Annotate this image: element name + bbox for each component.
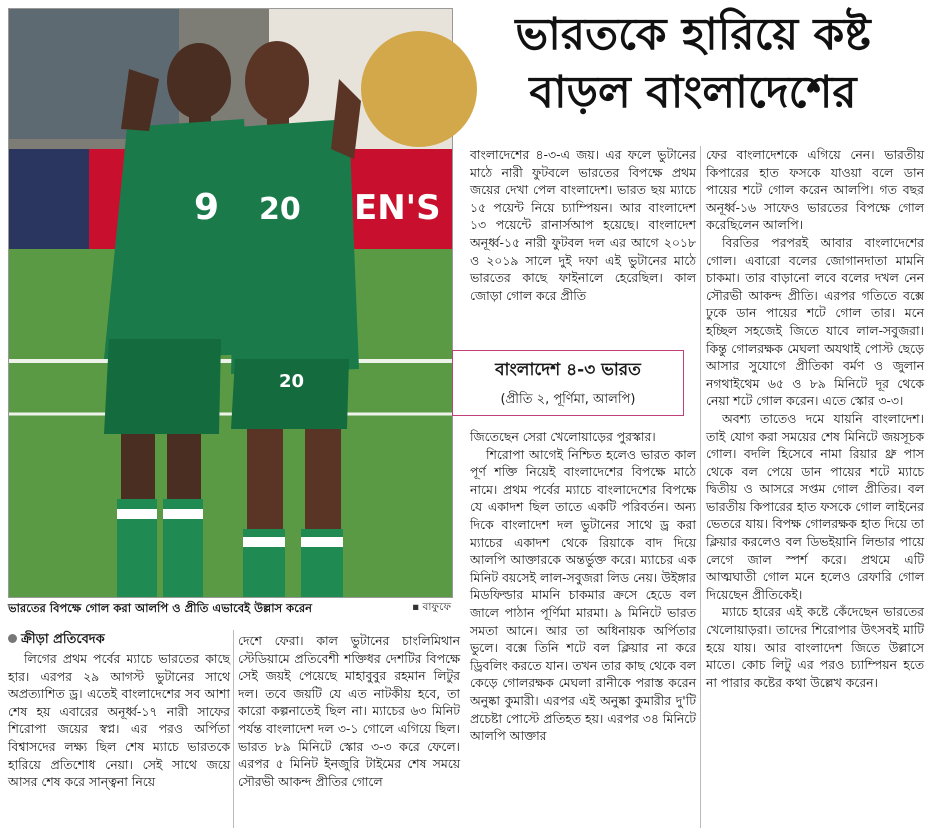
article-column-3-bottom [470, 428, 696, 828]
paragraph: বাংলাদেশের ৪-৩-এ জয়। এর ফলে ভুটানের মাঠে নারী ফুটবলে ভারতের বিপক্ষে প্রথম জয়ের দেখা পেল বাংলাদেশ। ভারত ছয় ম্যাচে ১৫ পয়েন্ট নিয়ে চ্যাম্পিয়ন। আর বাংলাদেশ ১৩ পয়েন্টে রানার্সআপ হয়েছে। বাংলাদেশ অনূর্ধ্ব-১৫ নারী ফুটবল দল এর আগে ২০১৮ ও ২০১৯ সালে দুই দফা এই ভুটানের মাঠে ভারতের কাছে ফাইনালে হেরেছিল। কাল জোড়া গোল করে প্রীতি [470, 147, 696, 303]
article-column-4 [706, 146, 924, 828]
bullet-icon [8, 634, 17, 643]
article-column-2 [238, 632, 460, 828]
headline [462, 6, 924, 122]
celebration-illustration [9, 9, 478, 597]
paragraph: শিরোপা আগেই নিশ্চিত হলেও ভারত কাল পূর্ণ শক্তি নিয়েই বাংলাদেশের বিপক্ষে মাঠে নামে। প্রথম পর্বের ম্যাচে বাংলাদেশের বিপক্ষে যে একাদশ ছিল তাতে একটি পরিবর্তন। অন্য দিকে বাংলাদেশ দল ভুটানের সাথে ড্র করা ম্যাচের একাদশ থেকে রিয়াকে বাদ দিয়ে আলপি আক্তারকে অন্তর্ভুক্ত করে। ম্যাচের এক মিনিট বয়সেই লাল-সবুজরা লিড নেয়। উইঙ্গার মিডফিল্ডার মামনি চাকমার ক্রসে হেডে বল জালে পাঠান পূর্ণিমা মারমা। ৯ মিনিটে ভারত সমতা আনে। আর তা অধিনায়ক অর্পিতার ভুলে। বক্সে তিনি শটে বল ক্লিয়ার না করে ড্রিবলিং করতে যান। তখন তার কাছ থেকে বল কেড়ে গোলরক্ষক মেঘলা রানীকে পরাস্ত করেন অনুষ্কা কুমারী। এরপর এই অনুষ্কা কুমারীর দু'টি প্রচেষ্টা পোস্টে প্রতিহত হয়। এরপর ৩৪ মিনিটে আলপি আক্তার [470, 446, 696, 744]
headline-line-2: বাড়ল বাংলাদেশের [529, 67, 857, 118]
jersey-number-right-shorts: 20 [279, 371, 305, 392]
banner-text: EN'S C [354, 188, 478, 228]
final-score: বাংলাদেশ ৪-৩ ভারত [495, 360, 641, 380]
byline-text: ক্রীড়া প্রতিবেদক [21, 632, 105, 647]
goal-scorers: (প্রীতি ২, পূর্ণিমা, আলপি) [500, 392, 636, 407]
paragraph: ম্যাচে হারের এই কষ্টে কেঁদেছেন ভারতের খেলোয়াড়রা। তাদের শিরোপার উৎসবই মাটি হয়ে যায়। আর বাংলাদেশ জিতে উল্লাসে মাতে। কোচ লিটু এর পরও চ্যাম্পিয়ন হতে না পারার কষ্টের কথা উল্লেখ করেন। [706, 604, 924, 690]
paragraph: লিগের প্রথম পর্বের ম্যাচে ভারতের কাছে হার। এরপর ২৯ আগস্ট ভুটানের সাথে অপ্রত্যাশিত ড্র। এতেই বাংলাদেশের সব আশা শেষ হয় এবারের অনূর্ধ্ব-১৭ নারী সাফের শিরোপা জয়ের স্বপ্ন। এর পরও অর্পিতা বিশ্বাসদের লক্ষ্য ছিল শেষ ম্যাচে ভারতকে হারিয়ে প্রতিশোধ নেয়া। সেই সাথে জয়ে আসর শেষ করে সান্ত্বনা নিয়ে [8, 651, 230, 790]
article-column-3-top [470, 146, 696, 346]
headline-line-1: ভারতকে হারিয়ে কষ্ট [515, 9, 871, 60]
paragraph: বিরতির পরপরই আবার বাংলাদেশের গোল। এবারো বলের জোগানদাতা মামনি চাকমা। তার বাড়ানো লবে বলের দখল নেন সৌরভী আকন্দ প্রীতি। এরপর গতিতে বক্সে ঢুকে ডান পায়ের শটে গোল তার। মনে হচ্ছিল সহজেই জিতে যাবে লাল-সবুজরা। কিন্তু গোলরক্ষক মেঘলা অযথাই পোস্ট ছেড়ে আসার সুযোগে প্রীতিকা বর্মণ ও জুলান নগথাইথেম ৬৫ ও ৮৯ মিনিটে দূর থেকে নেয়া শটে গোল করেন। এতে স্কোর ৩-৩। [706, 234, 924, 409]
jersey-number-right-top: 20 [259, 192, 301, 227]
byline [8, 630, 105, 651]
column-divider [233, 630, 234, 828]
score-box [452, 350, 684, 416]
caption-text: ভারতের বিপক্ষে গোল করা আলপি ও প্রীতি এভাবেই উল্লাস করেন [8, 601, 313, 615]
photo-credit: ▪ বাফুফে [412, 601, 451, 613]
paragraph: জিতেছেন সেরা খেলোয়াড়ের পুরস্কার। [470, 429, 656, 444]
photo-caption [8, 600, 451, 619]
column-divider [700, 146, 701, 828]
article-column-1 [8, 650, 230, 828]
paragraph: অবশ্য তাতেও দমে যায়নি বাংলাদেশ। তাই যোগ করা সময়ের শেষ মিনিটে জয়সূচক গোল। বদলি হিসেবে নামা রিয়ার থ্রু পাস থেকে বল পেয়ে ডান পায়ের শটে ম্যাচে দ্বিতীয় ও আসরে সপ্তম গোল প্রীতির। বল ভারতীয় কিপারের হাত ফসকে গোল লাইনের ভেতরে যায়। বিপক্ষ গোলরক্ষক হাত দিয়ে তা ক্লিয়ার করলেও বল ডিভইয়ানি লিন্ডার পায়ে লেগে জাল স্পর্শ করে। প্রথমে এটি আত্মঘাতী গোল মনে হলেও রেফারি গোল দিয়েছেন প্রীতিকেই। [706, 410, 924, 602]
credit-text: বাফুফে [422, 601, 451, 613]
paragraph: ফের বাংলাদেশকে এগিয়ে নেন। ভারতীয় কিপারের হাত ফসকে যাওয়া বলে ডান পায়ের শটে গোল করেন আলপি। গত বছর অনূর্ধ্ব-১৬ সাফেও ভারতের বিপক্ষে গোল করেছিলেন আলপি। [706, 147, 924, 233]
paragraph: দেশে ফেরা। কাল ভুটানের চাংলিমিথান স্টেডিয়ামে প্রতিবেশী শক্তিধর দেশটির বিপক্ষে সেই জয়ই পেয়েছে মাহাবুবুর রহমান লিটুর দল। তবে জয়টি যে এত নাটকীয় হবে, তা কারো কল্পনাতেই ছিল না। ম্যাচের ৬৩ মিনিট পর্যন্ত বাংলাদেশ দল ৩-১ গোলে এগিয়ে ছিল। ভারত ৮৯ মিনিটে স্কোর ৩-৩ করে ফেলে। এরপর ৫ মিনিট ইনজুরি টাইমের শেষ সময়ে সৌরভী আকন্দ প্রীতির গোলে [238, 633, 460, 789]
match-photo [8, 8, 478, 598]
jersey-number-left: 9 [194, 187, 220, 228]
